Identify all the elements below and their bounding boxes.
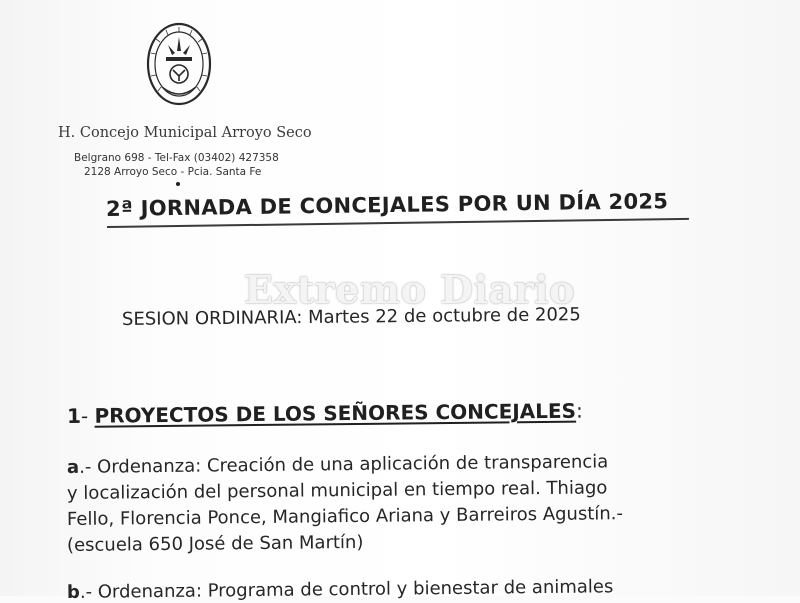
- item-a-line-1: [67, 451, 608, 478]
- org-name: H. Concejo Municipal Arroyo Seco: [58, 125, 312, 141]
- watermark: Extremo Diario: [244, 267, 575, 312]
- item-a-line-4: (escuela 650 José de San Martín): [66, 531, 364, 556]
- session-line: SESION ORDINARIA: Martes 22 de octubre de 2025: [121, 304, 581, 330]
- municipal-seal-icon: [146, 21, 212, 107]
- section-number: 1: [66, 403, 82, 428]
- section-title: PROYECTOS DE LOS SEÑORES CONCEJALES: [94, 398, 577, 428]
- document-title: 2ª JORNADA DE CONCEJALES POR UN DÍA 2025: [105, 189, 669, 221]
- section-colon: :: [575, 398, 583, 423]
- section-heading: [67, 399, 583, 428]
- item-text: .- Ordenanza: Creación de una aplicación de transparencia: [79, 451, 609, 478]
- item-text: .- Ordenanza: Programa de control y bienestar de animales: [79, 576, 614, 603]
- bullet-dot: [176, 182, 180, 186]
- item-b-line-1: [67, 576, 614, 603]
- address-line-1: Belgrano 698 - Tel-Fax (03402) 427358: [74, 152, 279, 164]
- address-line-2: 2128 Arroyo Seco - Pcia. Santa Fe: [84, 166, 262, 178]
- item-letter: b: [66, 581, 80, 603]
- item-a-line-2: y localización del personal municipal en tiempo real. Thiago: [66, 477, 608, 504]
- section-dash: -: [80, 403, 95, 428]
- item-letter: a: [66, 456, 80, 478]
- item-a-line-3: Fello, Florencia Ponce, Mangiafico Ariana y Barreiros Agustín.-: [66, 503, 624, 530]
